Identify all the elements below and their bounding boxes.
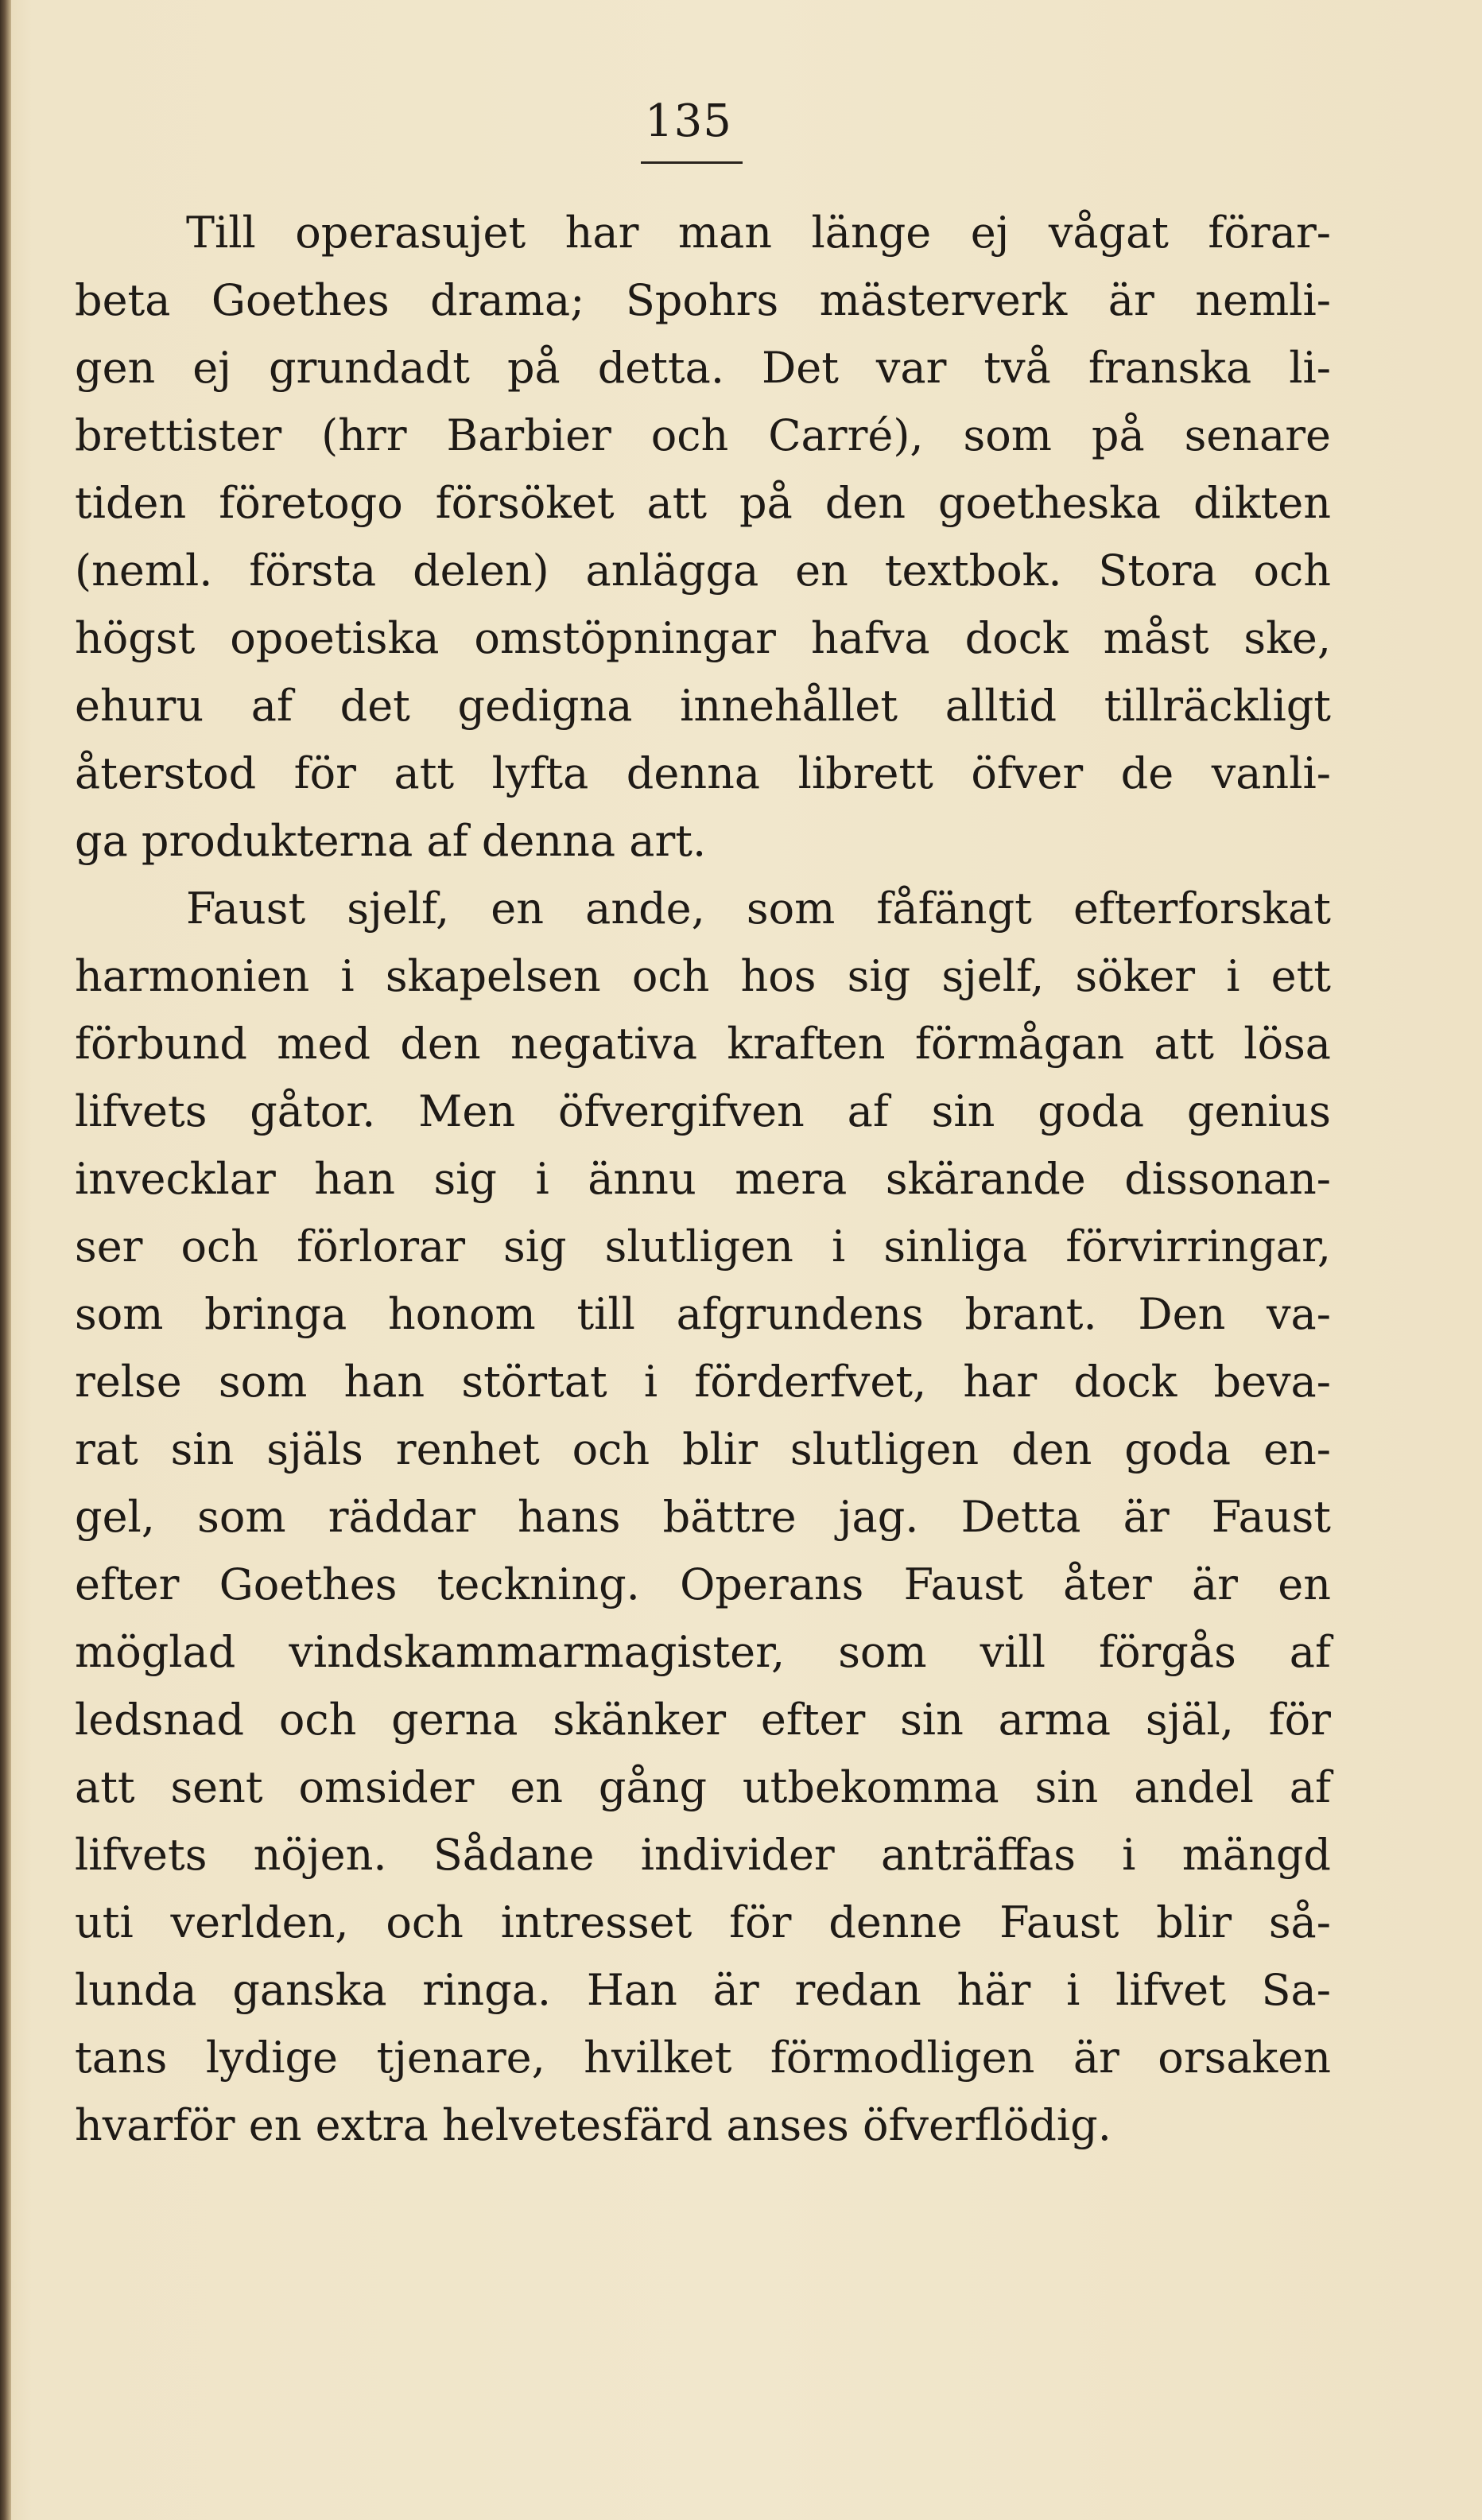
- body-text: [75, 199, 1331, 2159]
- text-line: beta Goethes drama; Spohrs mästerverk är nemli-: [75, 275, 1331, 325]
- text-line: uti verlden, och intresset för denne Faust blir så-: [75, 1897, 1331, 1947]
- text-line: ehuru af det gedigna innehållet alltid tillräckligt: [75, 681, 1331, 731]
- text-line: Faust sjelf, en ande, som fåfängt efterforskat: [186, 883, 1331, 934]
- text-line: invecklar han sig i ännu mera skärande dissonan-: [75, 1154, 1331, 1204]
- text-line: rat sin själs renhet och blir slutligen den goda en-: [75, 1424, 1331, 1474]
- text-line: gel, som räddar hans bättre jag. Detta är Faust: [75, 1492, 1331, 1542]
- text-line: som bringa honom till afgrundens brant. Den va-: [75, 1289, 1331, 1339]
- text-line: möglad vindskammarmagister, som vill förgås af: [75, 1627, 1331, 1677]
- text-line: brettister (hrr Barbier och Carré), som på senare: [75, 410, 1331, 460]
- text-line: tans lydige tjenare, hvilket förmodligen är orsaken: [75, 2033, 1331, 2083]
- text-line: återstod för att lyfta denna librett öfver de vanli-: [75, 748, 1331, 798]
- text-line: förbund med den negativa kraften förmågan att lösa: [75, 1019, 1331, 1069]
- text-line: högst opoetiska omstöpningar hafva dock måst ske,: [75, 613, 1331, 663]
- text-line: lifvets gåtor. Men öfvergifven af sin goda genius: [75, 1086, 1331, 1136]
- binding-edge: [0, 0, 11, 2520]
- text-line: harmonien i skapelsen och hos sig sjelf, söker i ett: [75, 951, 1331, 1001]
- text-line: ser och förlorar sig slutligen i sinliga förvirringar,: [75, 1221, 1331, 1272]
- text-line: lifvets nöjen. Sådane individer anträffas i mängd: [75, 1830, 1331, 1880]
- text-line: gen ej grundadt på detta. Det var två franska li-: [75, 343, 1331, 393]
- text-line: efter Goethes teckning. Operans Faust åter är en: [75, 1559, 1331, 1609]
- text-line: lunda ganska ringa. Han är redan här i lifvet Sa-: [75, 1965, 1331, 2015]
- text-line: relse som han störtat i förderfvet, har dock beva-: [75, 1357, 1331, 1407]
- page-number: 135: [645, 95, 732, 147]
- text-line: (neml. första delen) anlägga en textbok. Stora och: [75, 546, 1331, 596]
- page-number-rule: [641, 161, 743, 164]
- text-line: Till operasujet har man länge ej vågat förar-: [186, 208, 1331, 258]
- text-line: ledsnad och gerna skänker efter sin arma själ, för: [75, 1695, 1331, 1745]
- text-line: hvarför en extra helvetesfärd anses öfverflödig.: [75, 2100, 1112, 2150]
- text-line: ga produkterna af denna art.: [75, 816, 707, 866]
- text-line: tiden företogo försöket att på den goetheska dikten: [75, 478, 1331, 528]
- text-line: att sent omsider en gång utbekomma sin andel af: [75, 1762, 1331, 1812]
